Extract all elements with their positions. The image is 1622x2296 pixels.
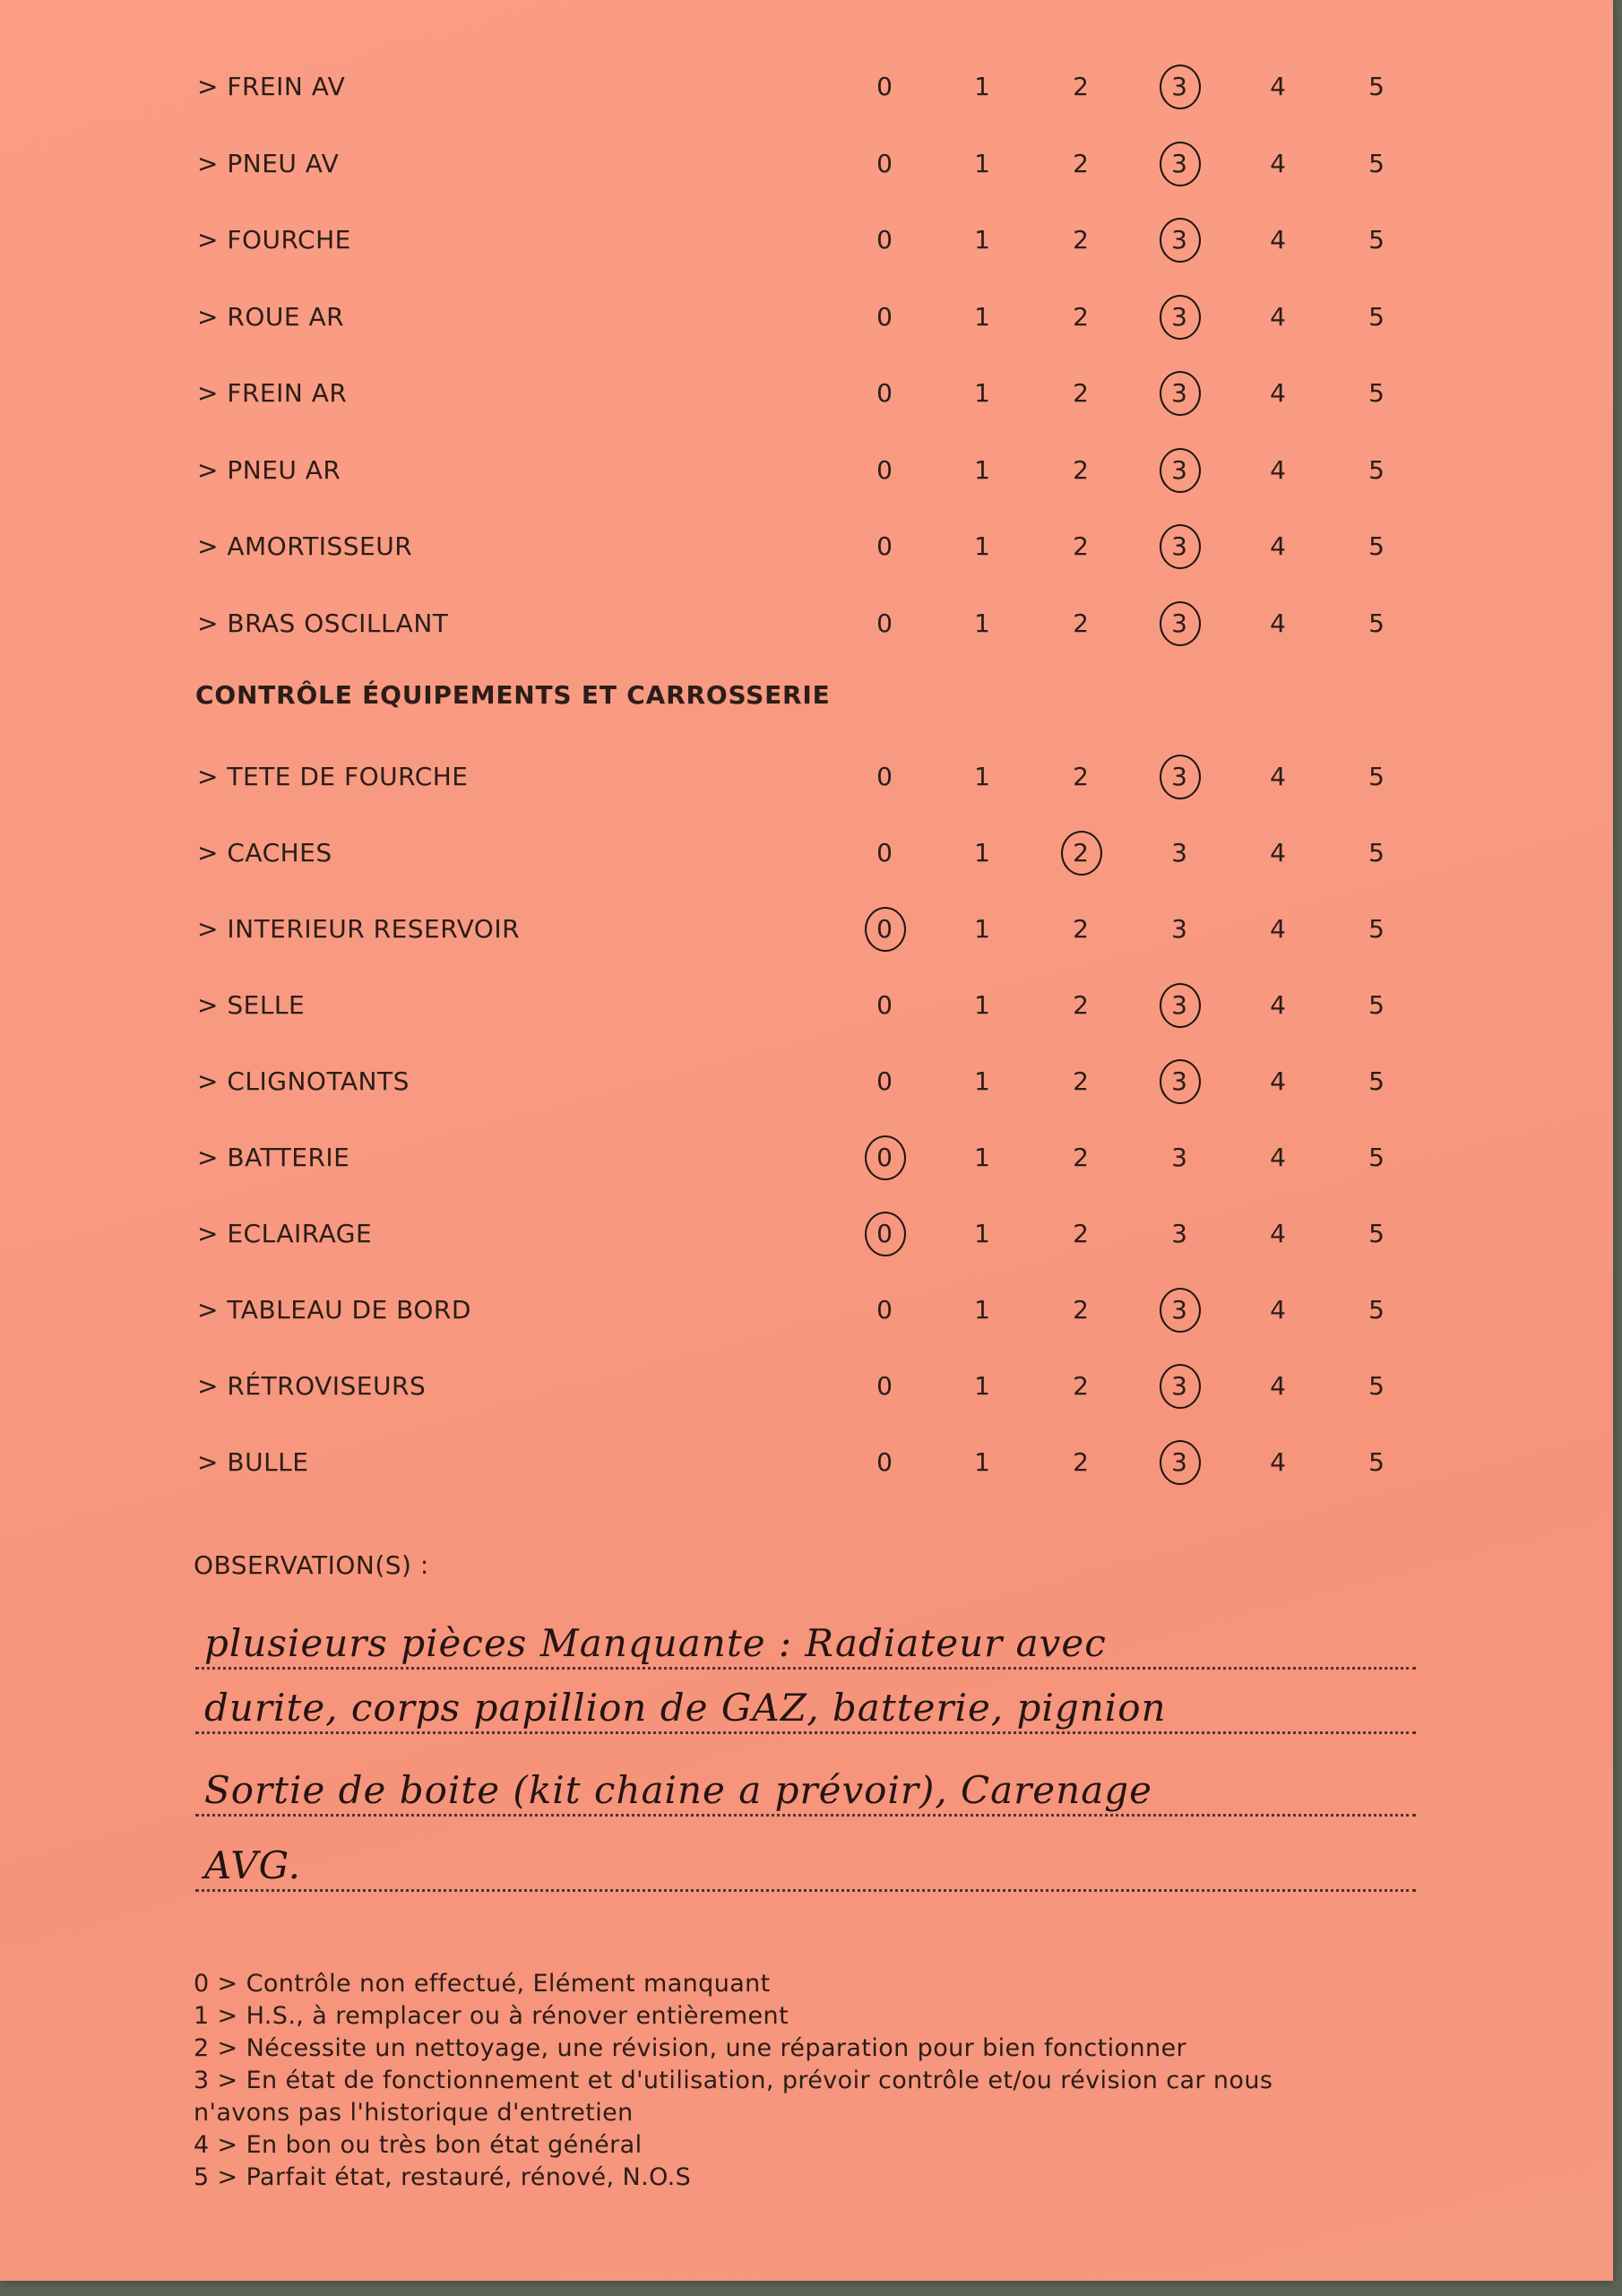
score-option: 4	[1270, 762, 1286, 791]
rating-row-label: > TETE DE FOURCHE	[197, 762, 469, 791]
score-option: 4	[1270, 1143, 1286, 1172]
score-option: 2	[1073, 1143, 1089, 1172]
score-option: 5	[1368, 378, 1385, 408]
score-option-selected: 0	[865, 914, 904, 944]
score-option: 2	[1073, 301, 1089, 332]
score-option: 5	[1368, 454, 1385, 485]
rating-row	[0, 63, 1613, 117]
rating-row-label: > AMORTISSEUR	[197, 531, 413, 561]
rating-row-label: > ROUE AR	[197, 301, 345, 332]
score-option: 1	[974, 225, 990, 255]
score-option: 2	[1073, 1066, 1089, 1096]
score-option-selected: 3	[1160, 1447, 1199, 1477]
score-option: 1	[974, 72, 990, 101]
score-option: 1	[974, 1447, 990, 1477]
score-option: 1	[974, 1066, 990, 1096]
score-option: 4	[1270, 608, 1286, 638]
legend	[194, 1968, 1448, 2194]
score-option: 1	[974, 838, 990, 867]
score-option: 0	[876, 72, 893, 101]
score-option: 5	[1368, 72, 1385, 101]
score-option: 2	[1073, 1371, 1089, 1401]
score-option-selected: 3	[1160, 531, 1199, 561]
score-option-selected: 3	[1160, 1371, 1199, 1401]
score-option: 1	[974, 454, 990, 485]
rating-row-label: > BULLE	[197, 1447, 309, 1477]
score-option: 1	[974, 914, 990, 944]
score-option-selected: 3	[1160, 1295, 1199, 1325]
score-option: 0	[876, 378, 893, 408]
score-option: 1	[974, 608, 990, 638]
legend-item: 4 > En bon ou très bon état général	[194, 2131, 643, 2159]
legend-item: 0 > Contrôle non effectué, Elément manquant	[194, 1970, 771, 1998]
rating-row-label: > RÉTROVISEURS	[197, 1371, 427, 1401]
observation-text: durite, corps papillion de GAZ, batterie, pignion	[204, 1686, 1167, 1730]
score-option: 4	[1270, 1371, 1286, 1401]
score-option: 3	[1171, 838, 1187, 867]
observation-text: AVG.	[204, 1843, 301, 1887]
score-option-selected: 3	[1160, 990, 1199, 1020]
score-option: 4	[1270, 454, 1286, 485]
score-option: 2	[1073, 378, 1089, 408]
rating-row-label: > FREIN AV	[197, 72, 346, 101]
score-option: 5	[1368, 1447, 1385, 1477]
score-option: 5	[1368, 1219, 1385, 1248]
rating-row-label: > ECLAIRAGE	[197, 1219, 373, 1248]
rating-row-label: > FOURCHE	[197, 225, 351, 255]
score-option: 5	[1368, 1143, 1385, 1172]
score-option: 0	[876, 762, 893, 791]
score-option: 1	[974, 301, 990, 332]
score-option: 3	[1171, 1143, 1187, 1172]
rating-row	[0, 1134, 1613, 1187]
score-option: 0	[876, 838, 893, 867]
rating-row	[0, 1286, 1613, 1340]
score-option: 5	[1368, 914, 1385, 944]
score-option: 0	[876, 1447, 893, 1477]
score-option: 5	[1368, 301, 1385, 332]
legend-item: 1 > H.S., à remplacer ou à rénover entièrement	[194, 2002, 789, 2030]
rating-row	[0, 293, 1613, 347]
score-option: 2	[1073, 531, 1089, 561]
score-option-selected: 3	[1160, 455, 1199, 485]
score-option: 4	[1270, 301, 1286, 332]
rating-row	[0, 1438, 1613, 1492]
score-option: 0	[876, 148, 893, 178]
rating-row	[0, 216, 1613, 270]
rating-row-label: > CLIGNOTANTS	[197, 1066, 410, 1096]
score-option: 1	[974, 762, 990, 791]
rating-row	[0, 140, 1613, 194]
score-option: 2	[1073, 762, 1089, 791]
score-option: 0	[876, 1295, 893, 1325]
rating-row-label: > FREIN AR	[197, 378, 348, 408]
score-option: 4	[1270, 378, 1286, 408]
score-option-selected: 0	[865, 1143, 904, 1172]
score-option: 0	[876, 608, 893, 638]
rating-row	[0, 1362, 1613, 1416]
score-option: 4	[1270, 1447, 1286, 1477]
rating-row-label: > BRAS OSCILLANT	[197, 608, 449, 638]
observation-line	[195, 1826, 1416, 1892]
score-option: 4	[1270, 1295, 1286, 1325]
score-option: 2	[1073, 1219, 1089, 1248]
score-option: 5	[1368, 1066, 1385, 1096]
score-option: 5	[1368, 531, 1385, 561]
rating-row	[0, 981, 1613, 1035]
score-option: 2	[1073, 148, 1089, 178]
rating-row	[0, 1057, 1613, 1111]
rating-row-label: > SELLE	[197, 990, 306, 1020]
score-option: 5	[1368, 225, 1385, 255]
rating-row	[0, 446, 1613, 500]
score-option: 4	[1270, 225, 1286, 255]
score-option: 3	[1171, 914, 1187, 944]
score-option: 2	[1073, 72, 1089, 101]
score-option: 0	[876, 301, 893, 332]
score-option: 5	[1368, 838, 1385, 867]
score-option-selected: 2	[1061, 838, 1100, 867]
score-option-selected: 3	[1160, 72, 1199, 101]
score-option: 4	[1270, 531, 1286, 561]
rating-row-label: > PNEU AR	[197, 454, 341, 485]
rating-row	[0, 1210, 1613, 1264]
score-option: 5	[1368, 762, 1385, 791]
legend-item: n'avons pas l'historique d'entretien	[194, 2099, 634, 2127]
score-option: 2	[1073, 914, 1089, 944]
rating-row	[0, 600, 1613, 653]
score-option: 0	[876, 454, 893, 485]
score-option: 2	[1073, 454, 1089, 485]
observation-line	[195, 1669, 1416, 1734]
score-option: 5	[1368, 990, 1385, 1020]
score-option: 4	[1270, 148, 1286, 178]
rating-row	[0, 905, 1613, 959]
score-option-selected: 0	[865, 1219, 904, 1248]
score-option-selected: 3	[1160, 378, 1199, 408]
score-option: 2	[1073, 1447, 1089, 1477]
observation-line	[195, 1751, 1416, 1817]
score-option-selected: 3	[1160, 149, 1199, 178]
score-option: 5	[1368, 148, 1385, 178]
section-title: CONTRÔLE ÉQUIPEMENTS ET CARROSSERIE	[195, 680, 831, 710]
score-option: 4	[1270, 1066, 1286, 1096]
rating-row	[0, 829, 1613, 883]
score-option: 5	[1368, 1295, 1385, 1325]
score-option-selected: 3	[1160, 762, 1199, 791]
score-option: 4	[1270, 990, 1286, 1020]
score-option: 0	[876, 531, 893, 561]
rating-row-label: > PNEU AV	[197, 148, 340, 178]
score-option: 4	[1270, 72, 1286, 101]
score-option: 5	[1368, 1371, 1385, 1401]
score-option: 5	[1368, 608, 1385, 638]
observation-text: plusieurs pièces Manquante : Radiateur avec	[204, 1621, 1107, 1665]
score-option-selected: 3	[1160, 1066, 1199, 1096]
legend-item: 2 > Nécessite un nettoyage, une révision, une réparation pour bien fonctionner	[194, 2034, 1186, 2062]
rating-row	[0, 522, 1613, 576]
observation-line	[195, 1604, 1416, 1670]
observations-label: OBSERVATION(S) :	[194, 1550, 429, 1580]
score-option: 0	[876, 1371, 893, 1401]
rating-row-label: > INTERIEUR RESERVOIR	[197, 914, 521, 944]
score-option: 1	[974, 990, 990, 1020]
legend-item: 5 > Parfait état, restauré, rénové, N.O.S	[194, 2163, 692, 2191]
score-option: 2	[1073, 1295, 1089, 1325]
score-option: 3	[1171, 1219, 1187, 1248]
score-option: 1	[974, 531, 990, 561]
score-option: 1	[974, 1295, 990, 1325]
rating-row-label: > CACHES	[197, 838, 332, 867]
legend-item: 3 > En état de fonctionnement et d'utilisation, prévoir contrôle et/ou révision car nous	[194, 2067, 1273, 2094]
score-option: 4	[1270, 914, 1286, 944]
rating-row-label: > TABLEAU DE BORD	[197, 1295, 471, 1325]
score-option: 1	[974, 1143, 990, 1172]
score-option: 1	[974, 148, 990, 178]
score-option: 4	[1270, 1219, 1286, 1248]
rating-row	[0, 753, 1613, 807]
score-option: 0	[876, 1066, 893, 1096]
score-option: 0	[876, 225, 893, 255]
score-option: 4	[1270, 838, 1286, 867]
score-option-selected: 3	[1160, 225, 1199, 255]
score-option: 1	[974, 1371, 990, 1401]
score-option-selected: 3	[1160, 609, 1199, 638]
observation-text: Sortie de boite (kit chaine a prévoir), Carenage	[204, 1768, 1152, 1812]
score-option: 2	[1073, 608, 1089, 638]
score-option-selected: 3	[1160, 302, 1199, 332]
rating-row	[0, 369, 1613, 423]
score-option: 2	[1073, 990, 1089, 1020]
rating-row-label: > BATTERIE	[197, 1143, 350, 1172]
score-option: 1	[974, 378, 990, 408]
score-option: 0	[876, 990, 893, 1020]
score-option: 1	[974, 1219, 990, 1248]
score-option: 2	[1073, 225, 1089, 255]
